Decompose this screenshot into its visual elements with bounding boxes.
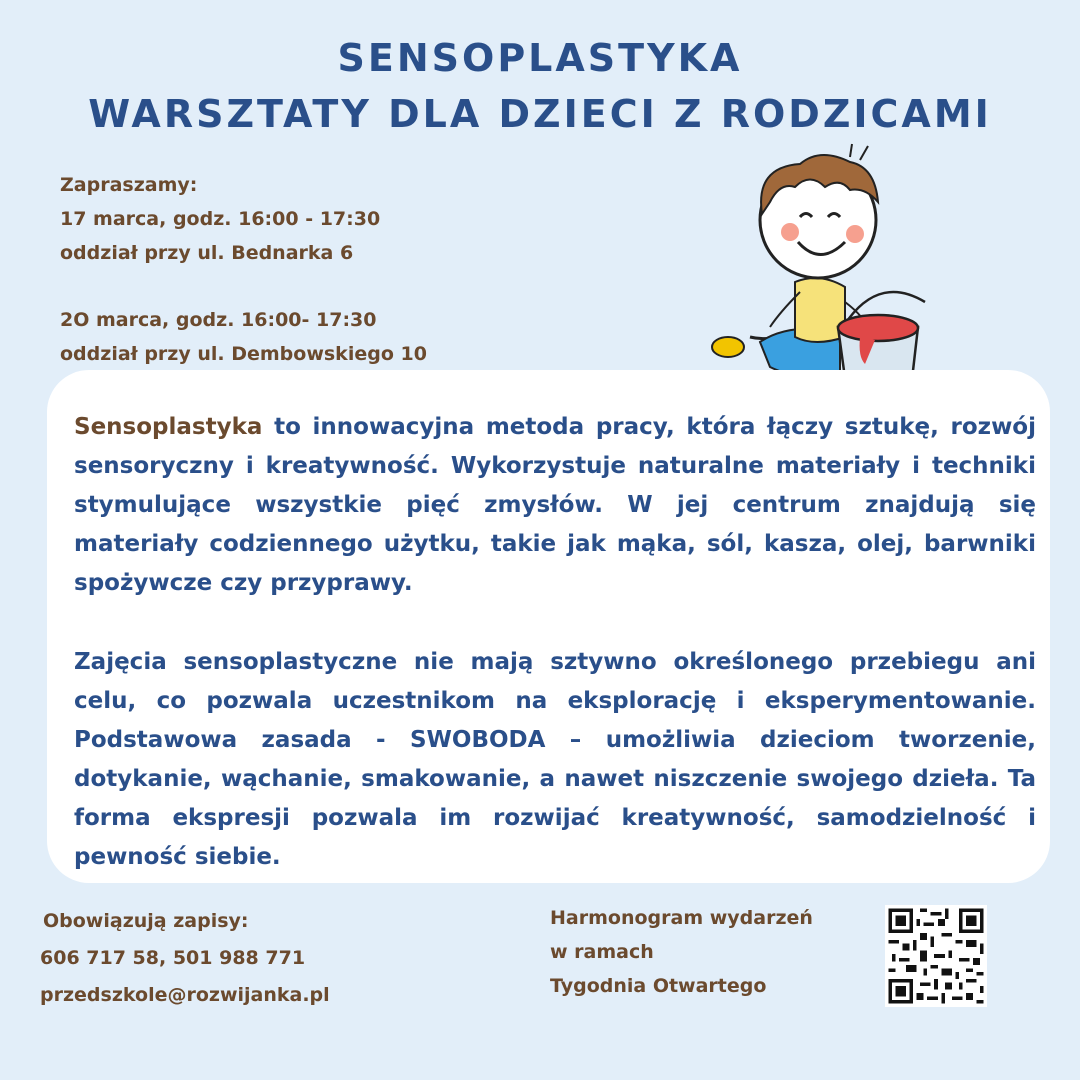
description-paragraph-1 xyxy=(74,408,1036,603)
event-date-1: 17 marca, godz. 16:00 - 17:30 xyxy=(60,208,381,230)
schedule-line-2: w ramach xyxy=(550,941,654,963)
event-place-2: oddział przy ul. Dembowskiego 10 xyxy=(60,343,427,365)
event-date-2: 2O marca, godz. 16:00- 17:30 xyxy=(60,309,377,331)
page-title: SENSOPLASTYKA xyxy=(337,36,743,80)
schedule-line-3: Tygodnia Otwartego xyxy=(550,975,767,997)
signup-info xyxy=(40,903,330,1014)
description-paragraph-2: Zajęcia sensoplastyczne nie mają sztywno określonego przebiegu ani celu, co pozwala uczestnikom na eksplorację i eksperymentowanie. Podstawowa zasada - SWOBODA – umożliwia dzieciom tworzenie, dotykanie, wąchanie, smakowanie, a nawet niszczenie swojego dzieła. Ta forma ekspresji pozwala im rozwijać kreatywność, samodzielność i pewność siebie. xyxy=(74,649,1036,870)
phone-numbers[interactable]: 606 717 58, 501 988 771 xyxy=(40,947,306,969)
schedule-line-1: Harmonogram wydarzeń xyxy=(550,907,813,929)
schedule-info xyxy=(550,901,813,1003)
qr-code-icon[interactable] xyxy=(885,905,987,1007)
page-subtitle: WARSZTATY DLA DZIECI Z RODZICAMI xyxy=(88,92,992,136)
event-place-1: oddział przy ul. Bednarka 6 xyxy=(60,242,354,264)
event-intro: Zapraszamy: xyxy=(60,174,198,196)
signup-label: Obowiązują zapisy: xyxy=(43,910,249,932)
contact-email[interactable]: przedszkole@rozwijanka.pl xyxy=(40,984,330,1006)
event-info xyxy=(60,168,680,371)
description-text-1: to innowacyjna metoda pracy, która łączy sztukę, rozwój sensoryczny i kreatywność. Wykorzystuje naturalne materiały i techniki stymulujące wszystkie pięć zmysłów. W jej centrum znajdują się materiały codziennego użytku, takie jak mąka, sól, kasza, olej, barwniki spożywcze czy przyprawy. xyxy=(74,414,1036,596)
highlight-term: Sensoplastyka xyxy=(74,414,263,440)
